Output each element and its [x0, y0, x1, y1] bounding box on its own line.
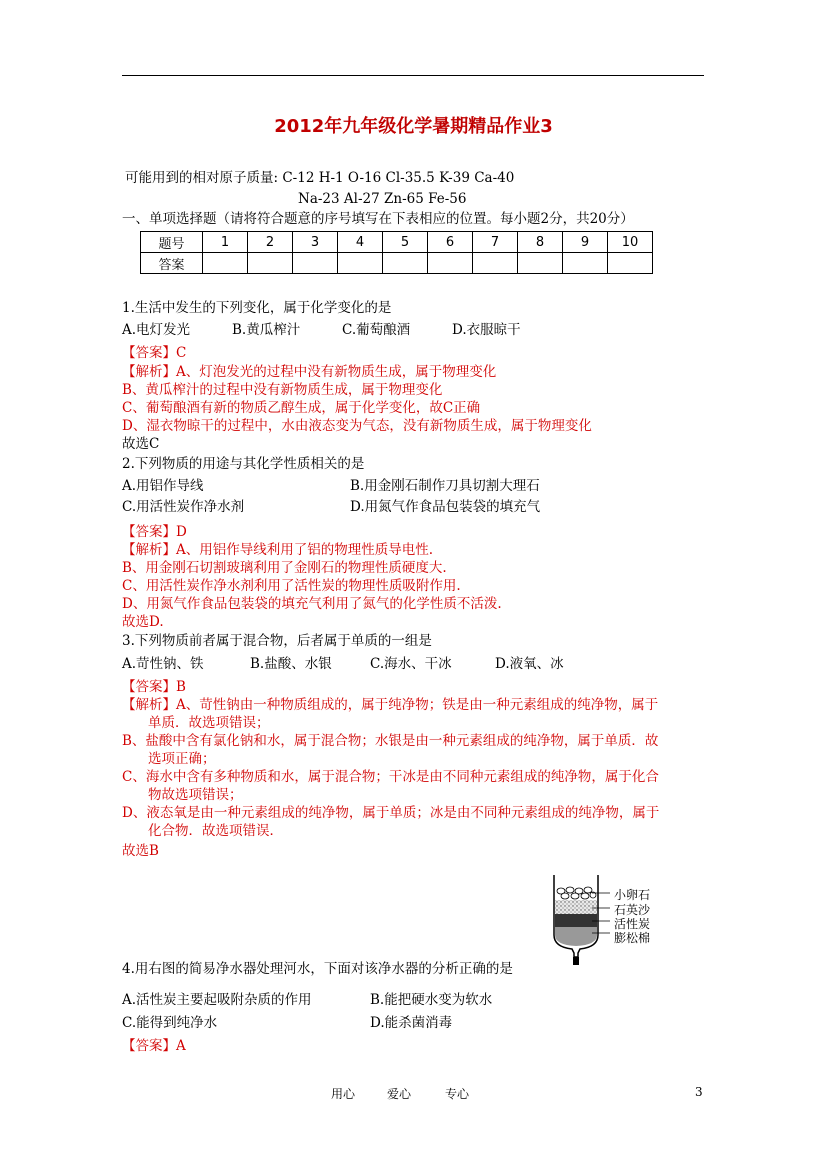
q1-choose: 故选C [122, 436, 160, 452]
q2-option-c: C.用活性炭作净水剂 [122, 499, 245, 515]
label-quartz-sand: 石英沙 [614, 903, 651, 917]
q3-stem: 3.下列物质前者属于混合物，后者属于单质的一组是 [122, 633, 432, 649]
q4-option-b: B.能把硬水变为软水 [370, 992, 493, 1008]
q1-option-d: D.衣服晾干 [452, 322, 521, 338]
q3-option-d: D.液氧、冰 [495, 656, 564, 672]
table-row-numbers [141, 232, 653, 253]
footer-item: 专心 [445, 1087, 470, 1101]
table-answer-cell [383, 253, 428, 274]
q1-option-b: B.黄瓜榨汁 [232, 322, 301, 338]
q2-choose: 故选D. [122, 614, 164, 630]
q3-analysis-line: C、海水中含有多种物质和水，属于混合物；干冰是由不同种元素组成的纯净物，属于化合 [122, 769, 659, 785]
table-answer-cell [293, 253, 338, 274]
q1-option-c: C.葡萄酿酒 [342, 322, 411, 338]
table-cell-number: 9 [563, 232, 608, 253]
q2-analysis-line: C、用活性炭作净水剂利用了活性炭的物理性质吸附作用. [122, 578, 461, 594]
table-answer-cell [248, 253, 293, 274]
table-cell-number: 6 [428, 232, 473, 253]
table-answer-cell [203, 253, 248, 274]
table-row-answers [141, 253, 653, 274]
q4-option-d: D.能杀菌消毒 [370, 1015, 453, 1031]
q4-answer: 【答案】A [122, 1038, 186, 1054]
q1-option-a: A.电灯发光 [122, 322, 191, 338]
footer-item: 爱心 [387, 1087, 412, 1101]
label-activated-carbon: 活性炭 [614, 917, 651, 931]
header-rule [122, 75, 704, 76]
q3-analysis-line: 化合物．故选项错误． [148, 823, 283, 839]
q3-analysis-line: 物故选项错误； [148, 787, 243, 803]
q2-analysis-line: D、用氮气作食品包装袋的填充气利用了氮气的化学性质不活泼. [122, 596, 502, 612]
table-cell-number: 8 [518, 232, 563, 253]
q2-answer: 【答案】D [122, 524, 187, 540]
table-cell-number: 7 [473, 232, 518, 253]
footer-item: 用心 [331, 1087, 356, 1101]
q3-option-c: C.海水、干冰 [370, 656, 452, 672]
table-cell-number: 2 [248, 232, 293, 253]
atomic-masses-line2: Na-23 Al-27 Zn-65 Fe-56 [298, 191, 467, 207]
page-number: 3 [695, 1085, 703, 1099]
q4-option-a: A.活性炭主要起吸附杂质的作用 [122, 992, 312, 1008]
water-purifier-figure [548, 873, 688, 967]
label-pebbles: 小卵石 [614, 888, 651, 902]
q4-stem: 4.用右图的简易净水器处理河水，下面对该净水器的分析正确的是 [122, 961, 513, 977]
q3-option-a: A.苛性钠、铁 [122, 656, 204, 672]
table-cell-number: 3 [293, 232, 338, 253]
table-cell-number: 10 [608, 232, 653, 253]
q1-analysis-line: D、湿衣物晾干的过程中，水由液态变为气态，没有新物质生成，属于物理变化 [122, 418, 592, 434]
q3-answer: 【答案】B [122, 679, 186, 695]
table-label-number: 题号 [141, 232, 203, 253]
table-answer-cell [563, 253, 608, 274]
table-cell-number: 1 [203, 232, 248, 253]
table-answer-cell [338, 253, 383, 274]
q3-analysis-line: 单质．故选项错误； [148, 715, 270, 731]
q1-answer: 【答案】C [122, 345, 187, 361]
q2-analysis-line: B、用金刚石切割玻璃利用了金刚石的物理性质硬度大. [122, 560, 447, 576]
q4-option-c: C.能得到纯净水 [122, 1015, 218, 1031]
table-answer-cell [473, 253, 518, 274]
q3-analysis-line: D、液态氧是由一种元素组成的纯净物，属于单质；冰是由不同种元素组成的纯净物，属于 [122, 805, 660, 821]
label-cotton: 膨松棉 [614, 931, 651, 945]
q2-option-d: D.用氮气作食品包装袋的填充气 [350, 499, 541, 515]
table-label-answer: 答案 [141, 253, 203, 274]
q2-option-b: B.用金刚石制作刀具切割大理石 [350, 478, 540, 494]
table-answer-cell [608, 253, 653, 274]
q2-analysis-line: 【解析】A、用铝作导线利用了铝的物理性质导电性. [122, 542, 434, 558]
q1-analysis-line: B、黄瓜榨汁的过程中没有新物质生成，属于物理变化 [122, 382, 443, 398]
table-answer-cell [518, 253, 563, 274]
section-heading: 一、单项选择题（请将符合题意的序号填写在下表相应的位置。每小题2分，共20分） [122, 211, 634, 227]
q3-analysis-line: 选项正确； [148, 751, 216, 767]
q1-analysis-line: C、葡萄酿酒有新的物质乙醇生成，属于化学变化，故C正确 [122, 400, 481, 416]
q1-analysis-line: 【解析】A、灯泡发光的过程中没有新物质生成，属于物理变化 [122, 364, 497, 380]
table-cell-number: 4 [338, 232, 383, 253]
q3-analysis-line: B、盐酸中含有氯化钠和水，属于混合物；水银是由一种元素组成的纯净物，属于单质．故 [122, 733, 659, 749]
atomic-masses-line1: 可能用到的相对原子质量: C-12 H-1 O-16 Cl-35.5 K-39 Ca-40 [125, 170, 515, 186]
q3-option-b: B.盐酸、水银 [250, 656, 332, 672]
q3-analysis-line: 【解析】A、苛性钠由一种物质组成的，属于纯净物；铁是由一种元素组成的纯净物，属于 [122, 697, 659, 713]
answer-table [140, 231, 653, 274]
q3-choose: 故选B [122, 843, 159, 859]
q2-option-a: A.用铝作导线 [122, 478, 204, 494]
page-title: 2012年九年级化学暑期精品作业3 [274, 116, 553, 137]
table-cell-number: 5 [383, 232, 428, 253]
q2-stem: 2.下列物质的用途与其化学性质相关的是 [122, 456, 365, 472]
table-answer-cell [428, 253, 473, 274]
q1-stem: 1.生活中发生的下列变化，属于化学变化的是 [122, 300, 392, 316]
